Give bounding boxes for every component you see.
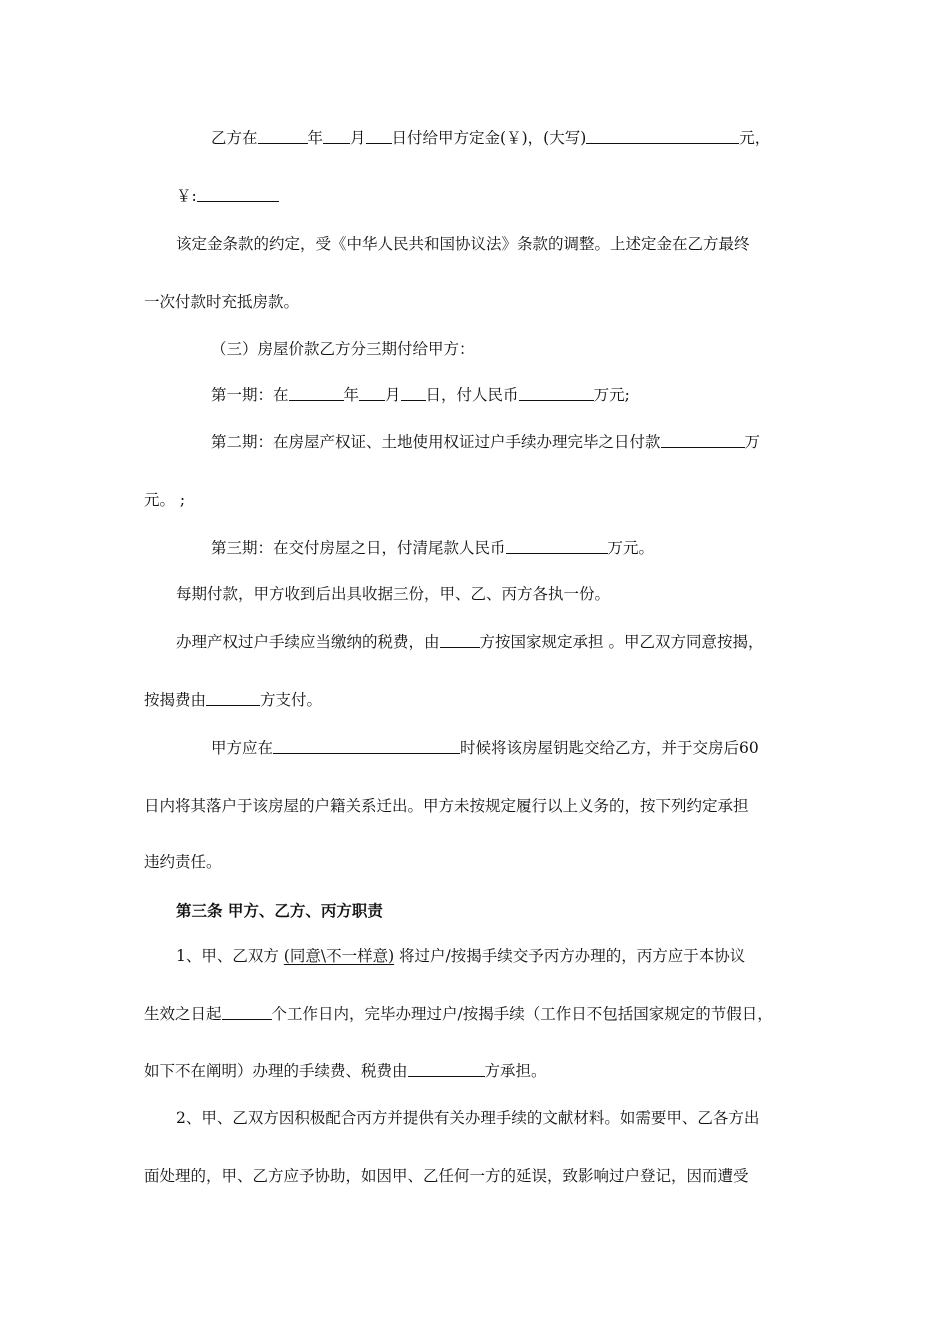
blank-days [222,1004,272,1020]
blank-time [273,738,460,754]
clause-1-line: 生效之日起 个工作日内，完毕办理过户/按揭手续（工作日不包括国家规定的节假日， [144,1005,773,1023]
tax-line: 办理产权过户手续应当缴纳的税费，由 方按国家规定承担 。甲乙双方同意按揭， [176,633,764,651]
blank-yen-amount [197,186,279,202]
installment-2: 第二期：在房屋产权证、土地使用权证过户手续办理完毕之日付款 万 [211,433,761,451]
installment-3: 第三期：在交付房屋之日，付清尾款人民币 万元。 [211,539,655,557]
blank-day [401,385,426,401]
blank-amount [661,432,745,448]
blank-month [359,385,385,401]
blank-amount [506,538,608,554]
blank-amount [519,385,594,401]
paragraph-line: 违约责任。 [144,853,222,871]
blank-year [258,128,308,144]
paragraph-line: 每期付款，甲方收到后出具收据三份，甲、乙、丙方各执一份。 [176,585,611,603]
installment-1: 第一期：在 年 月 日，付人民币 万元; [211,386,630,404]
blank-day [366,128,392,144]
paragraph-line: 一次付款时充抵房款。 [144,293,300,311]
deposit-yen-line: ￥: [176,186,279,206]
mortgage-line: 按揭费由 方支付。 [144,691,323,709]
paragraph-line: 该定金条款的约定，受《中华人民共和国协议法》条款的调整。上述定金在乙方最终 [176,235,750,253]
blank-year [289,385,344,401]
clause-2-line: 2、甲、乙双方因积极配合丙方并提供有关办理手续的文献材料。如需要甲、乙各方出 [176,1109,760,1127]
agree-option: (同意\不一样意) [283,947,395,965]
clause-2-line: 面处理的，甲、乙方应予协助，如因甲、乙任何一方的延误，致影响过户登记，因而遭受 [144,1167,749,1185]
blank-amount-words [586,128,739,144]
blank-party [206,690,260,706]
blank-month [323,128,350,144]
clause-1-line: 1、甲、乙双方 (同意\不一样意) 将过户/按揭手续交予丙方办理的，丙方应于本协议 [176,947,746,965]
blank-party [408,1061,485,1077]
section-heading: （三）房屋价款乙方分三期付给甲方： [211,340,475,358]
clause-1-line: 如下不在阐明）办理的手续费、税费由 方承担。 [144,1062,547,1080]
deposit-line: 乙方在 年 月 日付给甲方定金(￥)，(大写) 元， [211,129,771,147]
paragraph-line: 日内将其落户于该房屋的户籍关系迁出。甲方未按规定履行以上义务的，按下列约定承担 [144,797,749,815]
key-handover-line: 甲方应在 时候将该房屋钥匙交给乙方，并于交房后60 [211,739,759,757]
blank-party [440,632,480,648]
paragraph-line: 元。 ; [144,491,186,509]
article-heading: 第三条 甲方、乙方、丙方职责 [176,901,383,920]
